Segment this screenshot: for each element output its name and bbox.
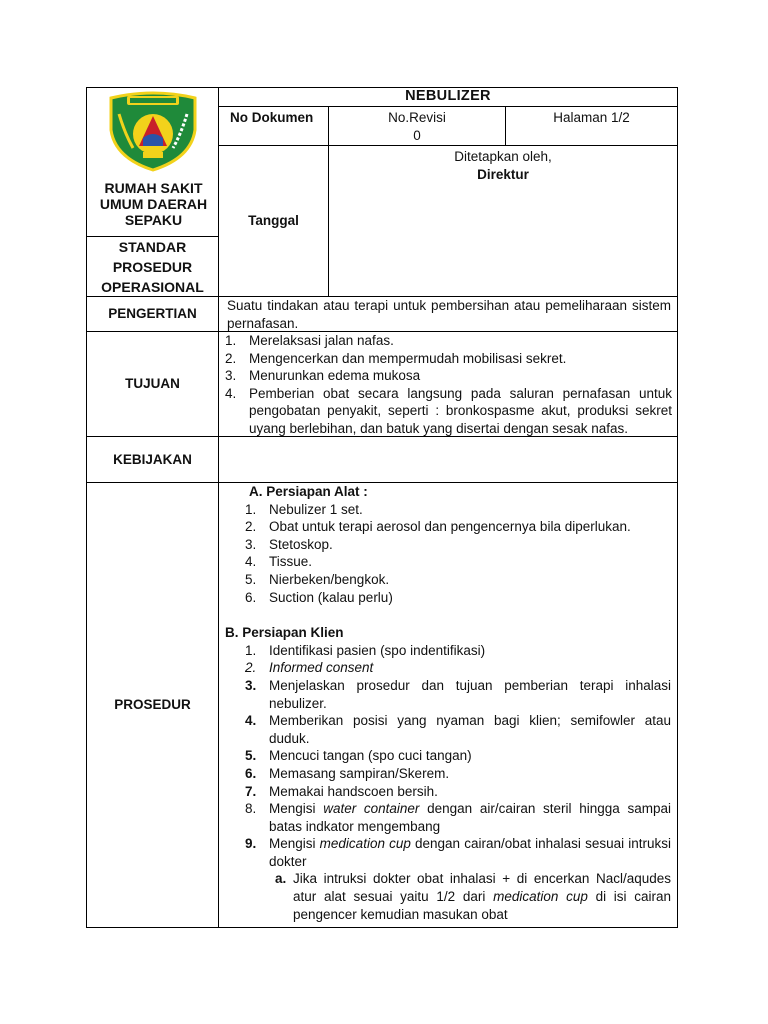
prosedur-label: PROSEDUR [86,482,219,928]
tujuan-label: TUJUAN [86,331,219,437]
tujuan-content [218,331,678,437]
list-item: 6. Suction (kalau perlu) [245,589,393,605]
list-item: 3. Menjelaskan prosedur dan tujuan pemberian terapi inhalasi nebulizer. [245,677,671,711]
persiapan-klien-heading: B. Persiapan Klien [225,625,344,641]
list-item: 3. Menurunkan edema mukosa [225,368,421,384]
halaman-cell: Halaman 1/2 [505,106,678,146]
list-item: 4. Pemberian obat secara langsung pada saluran pernafasan untuk pengobatan penyakit, seperti : bronkospasme akut, produksi sekret uyang berlebihan, dan batuk yang disertai dengan sesak nafas. [225,385,672,436]
list-item: 1. Identifikasi pasien (spo indentifikasi) [245,642,486,658]
sop-document [86,87,678,928]
hospital-logo [103,90,203,172]
list-item: 5. Mencuci tangan (spo cuci tangan) [245,748,472,764]
list-item: 6. Memasang sampiran/Skerem. [245,765,450,781]
pengertian-label: PENGERTIAN [86,296,219,332]
persiapan-klien-list [219,642,671,924]
list-item: 9. Mengisi medication cup dengan cairan/obat inhalasi sesuai intruksi dokter [245,836,671,869]
prosedur-content [218,482,678,928]
tujuan-list [219,332,672,438]
list-item: 4. Tissue. [245,554,313,570]
hospital-name: RUMAH SAKIT UMUM DAERAH SEPAKU [99,180,208,228]
no-revisi-cell: No.Revisi 0 [328,106,506,146]
list-item: 8. Mengisi water container dengan air/cairan steril hingga sampai batas indkator mengembang [245,801,671,834]
list-item: 1. Merelaksasi jalan nafas. [225,333,394,348]
document-title: NEBULIZER [218,87,678,107]
list-item: 7. Memakai handscoen bersih. [245,783,438,799]
tanggal-label: Tanggal [218,145,329,297]
shield-logo-icon [103,90,203,172]
list-item: 5. Nierbeken/bengkok. [245,571,390,587]
list-item: 2. Obat untuk terapi aerosol dan pengencernya bila diperlukan. [245,519,631,535]
persiapan-alat-list [219,501,671,607]
persiapan-alat-heading: A. Persiapan Alat : [249,484,368,499]
list-item: 2. Informed consent [245,660,374,676]
logo-cell [86,87,219,237]
list-item: 3. Stetoskop. [245,536,333,552]
kebijakan-label: KEBIJAKAN [86,436,219,483]
ditetapkan-cell: Ditetapkan oleh, Direktur [328,145,678,297]
sub-list-item: a. Jika intruksi dokter obat inhalasi + di encerkan Nacl/aqudes atur alat sesuai yaitu 1/2 dari medication cup di isi cairan pengencer kemudian masukan obat [275,871,672,922]
sop-label-cell: STANDAR PROSEDUR OPERASIONAL [86,236,219,297]
list-item: 4. Memberikan posisi yang nyaman bagi klien; semifowler atau duduk. [245,713,671,746]
list-item: 1. Nebulizer 1 set. [245,501,363,517]
no-dokumen-label: No Dokumen [218,106,329,146]
list-item: 2. Mengencerkan dan mempermudah mobilisasi sekret. [225,350,567,366]
kebijakan-content [218,436,678,483]
pengertian-content: Suatu tindakan atau terapi untuk pembersihan atau pemeliharaan sistem pernafasan. [218,296,678,332]
